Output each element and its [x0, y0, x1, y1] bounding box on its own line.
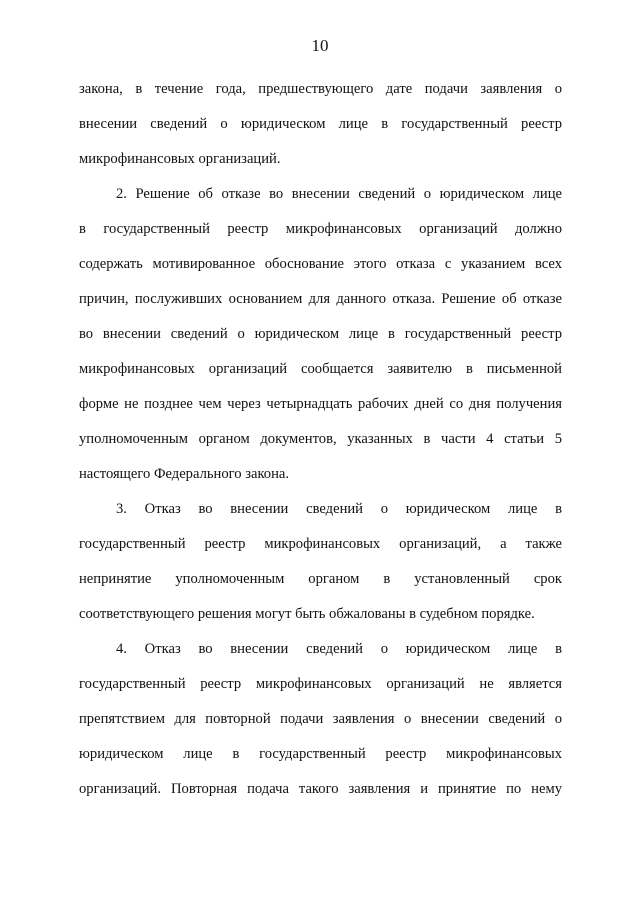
text-line: соответствующего решения могут быть обжалованы в судебном порядке. — [79, 606, 535, 622]
text-line: содержать мотивированное обоснование этого отказа с указанием всех — [79, 256, 562, 272]
text-line: непринятие уполномоченным органом в установленный срок — [79, 571, 562, 587]
text-line: в государственный реестр микрофинансовых организаций должно — [79, 221, 562, 237]
text-line: причин, послуживших основанием для данного отказа. Решение об отказе — [79, 291, 562, 307]
text-line: 4. Отказ во внесении сведений о юридическом лице в — [116, 641, 562, 657]
text-line: государственный реестр микрофинансовых организаций, а также — [79, 536, 562, 552]
page-number: 10 — [311, 36, 329, 55]
text-line: внесении сведений о юридическом лице в государственный реестр — [79, 116, 562, 132]
text-line: уполномоченным органом документов, указанных в части 4 статьи 5 — [79, 431, 562, 447]
text-line: форме не позднее чем через четырнадцать рабочих дней со дня получения — [79, 396, 562, 412]
text-line: микрофинансовых организаций. — [79, 151, 281, 167]
text-line: юридическом лице в государственный реестр микрофинансовых — [79, 746, 562, 762]
text-line: микрофинансовых организаций сообщается заявителю в письменной — [79, 361, 562, 377]
text-line: во внесении сведений о юридическом лице в государственный реестр — [79, 326, 562, 342]
text-line: препятствием для повторной подачи заявления о внесении сведений о — [79, 711, 562, 727]
text-line: закона, в течение года, предшествующего дате подачи заявления о — [79, 81, 562, 97]
text-line: настоящего Федерального закона. — [79, 466, 290, 482]
text-line: 3. Отказ во внесении сведений о юридическом лице в — [116, 501, 562, 517]
text-line: организаций. Повторная подача такого заявления и принятие по нему — [79, 781, 562, 797]
text-line: государственный реестр микрофинансовых организаций не является — [79, 676, 562, 692]
text-line: 2. Решение об отказе во внесении сведений о юридическом лице — [116, 186, 562, 202]
